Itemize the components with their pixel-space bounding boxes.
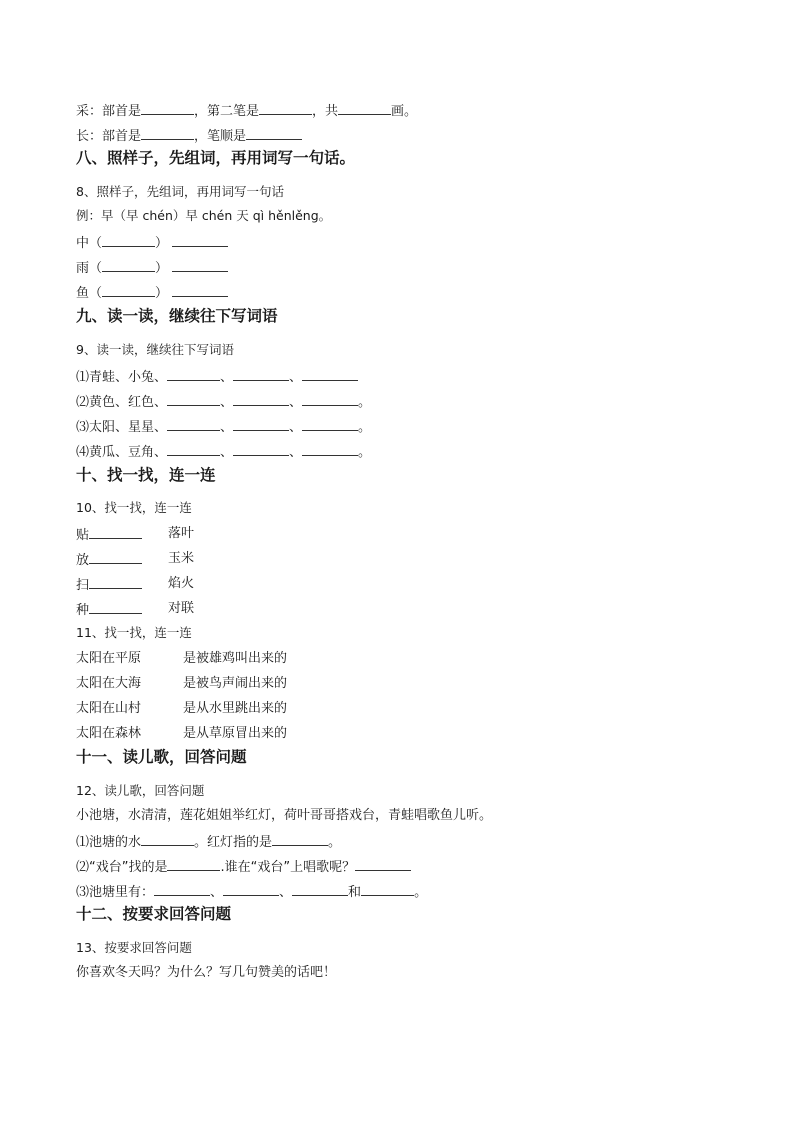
match-pair (76, 700, 476, 717)
row-char: 雨（ (76, 261, 103, 276)
match-pair (76, 575, 476, 594)
match-pair (76, 725, 476, 742)
row-close: ） (155, 286, 169, 301)
compose-row-yu-rain (76, 258, 228, 277)
match-pair (76, 525, 476, 544)
answer-line-3 (76, 882, 427, 901)
answer-line-2 (76, 857, 411, 876)
row-close: ） (155, 261, 169, 276)
line-text: ，共 (312, 104, 339, 119)
answer-blank[interactable] (172, 283, 228, 297)
answer-blank[interactable] (361, 882, 414, 896)
line-text: ，笔顺是 (194, 129, 247, 144)
answer-blank[interactable] (246, 126, 302, 140)
separator: 、 (210, 885, 224, 900)
section-heading-9: 九、读一读，继续往下写词语 (76, 306, 278, 325)
match-left: 太阳在山村 (76, 701, 142, 716)
word-row-3 (76, 417, 371, 436)
question-text: ⑵“戏台”找的是 (76, 860, 168, 875)
answer-blank[interactable] (141, 101, 194, 115)
question-12: 12、读儿歌，回答问题 (76, 783, 205, 798)
line-text: ，第二笔是 (194, 104, 260, 119)
match-right: 玉米 (168, 551, 195, 566)
match-left: 放 (76, 553, 90, 568)
line-cai (76, 101, 417, 120)
question-text: 。 (414, 885, 428, 900)
answer-blank[interactable] (89, 550, 142, 564)
question-13: 13、按要求回答问题 (76, 940, 192, 955)
question-10: 10、找一找，连一连 (76, 500, 192, 515)
row-prefix: ⑷黄瓜、豆角、 (76, 445, 168, 460)
question-text: 。红灯指的是 (194, 835, 273, 850)
section-heading-10: 十、找一找，连一连 (76, 465, 216, 484)
answer-blank[interactable] (302, 417, 358, 431)
poem-text: 小池塘，水清清，莲花姐姐举红灯，荷叶哥哥搭戏台，青蛙唱歌鱼儿听。 (76, 808, 493, 823)
line-text: 长：部首是 (76, 129, 142, 144)
row-prefix: ⑶太阳、星星、 (76, 420, 168, 435)
answer-blank[interactable] (154, 882, 210, 896)
answer-blank[interactable] (102, 283, 155, 297)
question-text: 。 (328, 835, 342, 850)
answer-blank[interactable] (233, 417, 289, 431)
answer-blank[interactable] (233, 392, 289, 406)
question-text: ⑶池塘里有： (76, 885, 155, 900)
match-pair (76, 675, 476, 692)
row-end: 。 (358, 445, 372, 460)
line-text: 画。 (391, 104, 418, 119)
match-pair (76, 650, 476, 667)
match-right: 是被雄鸡叫出来的 (183, 651, 288, 666)
answer-line-1 (76, 832, 341, 851)
question-8: 8、照样子，先组词，再用词写一句话 (76, 184, 284, 199)
answer-blank[interactable] (167, 392, 220, 406)
row-char: 中（ (76, 236, 103, 251)
word-row-2 (76, 392, 371, 411)
answer-blank[interactable] (141, 126, 194, 140)
compose-row-zhong (76, 233, 228, 252)
answer-blank[interactable] (338, 101, 391, 115)
answer-blank[interactable] (102, 258, 155, 272)
answer-blank[interactable] (233, 442, 289, 456)
word-row-1 (76, 367, 358, 386)
separator: 、 (220, 395, 234, 410)
answer-blank[interactable] (172, 233, 228, 247)
question-text: .谁在“戏台”上唱歌呢？ (220, 860, 356, 875)
question-11: 11、找一找，连一连 (76, 625, 192, 640)
separator: 、 (279, 885, 293, 900)
answer-blank[interactable] (167, 442, 220, 456)
match-right: 是被鸟声闹出来的 (183, 676, 288, 691)
answer-blank[interactable] (89, 525, 142, 539)
prompt-text: 你喜欢冬天吗？为什么？写几句赞美的话吧！ (76, 965, 337, 980)
question-9: 9、读一读，继续往下写词语 (76, 342, 234, 357)
answer-blank[interactable] (272, 832, 328, 846)
answer-blank[interactable] (89, 600, 142, 614)
line-text: 采：部首是 (76, 104, 142, 119)
answer-blank[interactable] (141, 832, 194, 846)
separator: 、 (220, 370, 234, 385)
match-right: 落叶 (168, 526, 195, 541)
answer-blank[interactable] (172, 258, 228, 272)
section-heading-8: 八、照样子，先组词，再用词写一句话。 (76, 148, 356, 167)
row-prefix: ⑵黄色、红色、 (76, 395, 168, 410)
row-char: 鱼（ (76, 286, 103, 301)
answer-blank[interactable] (89, 575, 142, 589)
answer-blank[interactable] (223, 882, 279, 896)
match-right: 是从水里跳出来的 (183, 701, 288, 716)
match-left: 太阳在森林 (76, 726, 142, 741)
separator: 、 (289, 445, 303, 460)
separator: 、 (289, 420, 303, 435)
answer-blank[interactable] (167, 417, 220, 431)
match-pair (76, 550, 476, 569)
section-heading-11: 十一、读儿歌，回答问题 (76, 747, 247, 766)
answer-blank[interactable] (302, 392, 358, 406)
word-row-4 (76, 442, 371, 461)
section-heading-12: 十二、按要求回答问题 (76, 904, 232, 923)
answer-blank[interactable] (259, 101, 312, 115)
match-left: 贴 (76, 528, 90, 543)
answer-blank[interactable] (292, 882, 348, 896)
row-end: 。 (358, 420, 372, 435)
match-left: 种 (76, 603, 90, 618)
line-chang (76, 126, 302, 145)
answer-blank[interactable] (302, 367, 358, 381)
match-left: 太阳在大海 (76, 676, 142, 691)
separator: 、 (220, 445, 234, 460)
answer-blank[interactable] (355, 857, 411, 871)
match-right: 是从草原冒出来的 (183, 726, 288, 741)
row-prefix: ⑴青蛙、小兔、 (76, 370, 168, 385)
separator: 、 (289, 370, 303, 385)
answer-blank[interactable] (102, 233, 155, 247)
answer-blank[interactable] (167, 367, 220, 381)
answer-blank[interactable] (302, 442, 358, 456)
row-end: 。 (358, 395, 372, 410)
match-right: 对联 (168, 601, 195, 616)
match-right: 焰火 (168, 576, 195, 591)
question-text: 和 (348, 885, 362, 900)
row-close: ） (155, 236, 169, 251)
separator: 、 (289, 395, 303, 410)
match-left: 扫 (76, 578, 90, 593)
match-left: 太阳在平原 (76, 651, 142, 666)
separator: 、 (220, 420, 234, 435)
match-pair (76, 600, 476, 619)
compose-row-yu-fish (76, 283, 228, 302)
example-line: 例：早（早 chén）早 chén 天 qì hěnlěng。 (76, 208, 332, 223)
answer-blank[interactable] (233, 367, 289, 381)
question-text: ⑴池塘的水 (76, 835, 142, 850)
answer-blank[interactable] (167, 857, 220, 871)
